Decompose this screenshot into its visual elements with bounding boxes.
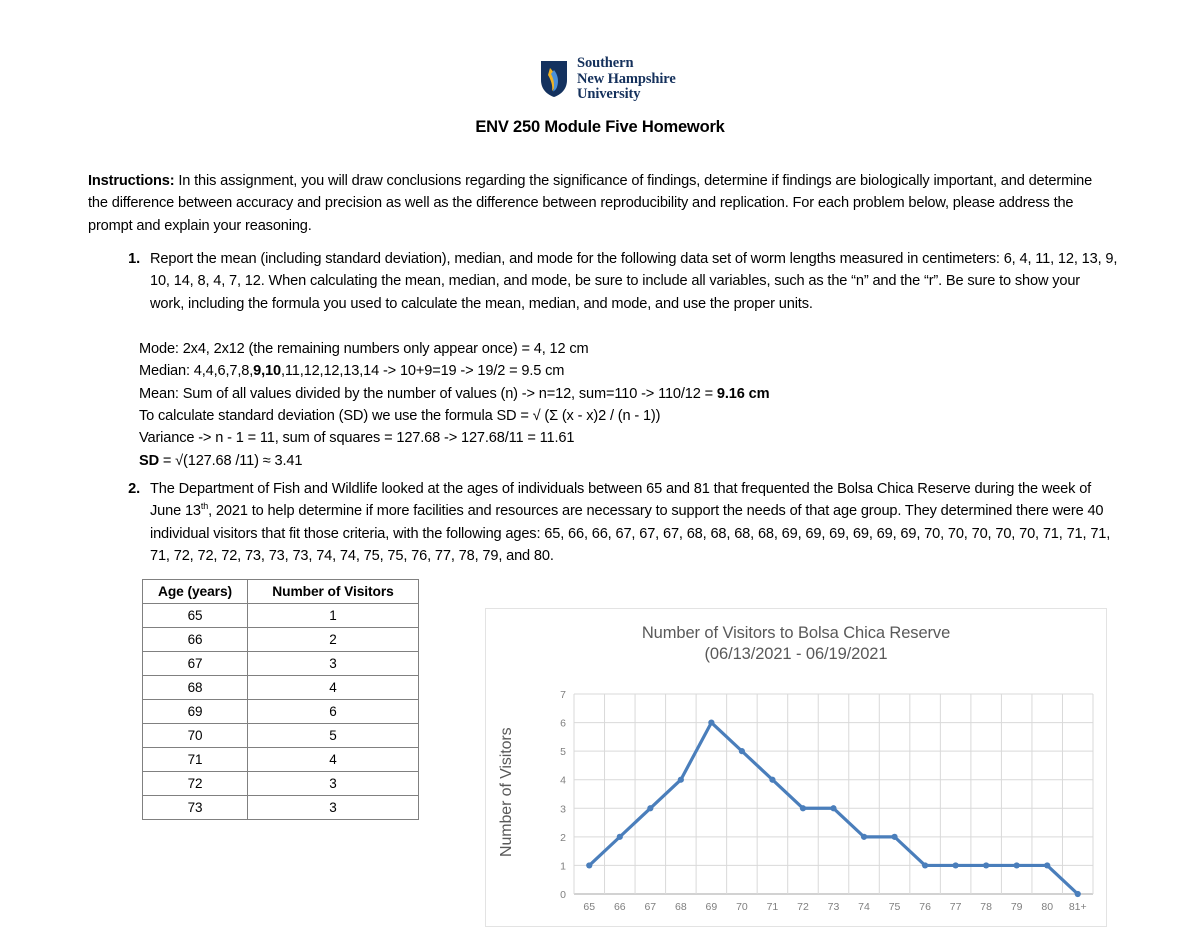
chart-x-tick: 68 [675,901,687,913]
chart-y-tick: 6 [560,717,566,730]
cell-age: 71 [143,748,248,772]
answer-sd-formula: To calculate standard deviation (SD) we use the formula SD = √ (Σ (x - x)2 / (n - 1)) [139,407,661,424]
chart-x-tick: 66 [613,901,626,913]
instructions-label: Instructions: [88,173,175,189]
cell-age: 70 [143,724,248,748]
question-1-number: 1. [128,251,140,267]
page-title: ENV 250 Module Five Homework [475,118,725,136]
chart-x-tick: 67 [644,901,657,913]
chart-y-axis-title: Number of Visitors [498,727,515,857]
cell-age: 67 [143,652,248,676]
cell-age: 65 [143,604,248,628]
cell-visitors: 4 [248,676,419,700]
chart-data-point [983,862,989,868]
chart-y-tick: 5 [560,746,566,759]
answer-mean [139,383,959,405]
chart-x-tick: 65 [583,901,596,913]
table-body [143,604,419,820]
question-1-text: Report the mean (including standard deviation), median, and mode for the following data set of worm lengths measured in centimeters: 6, 4, 11, 12, 13, 9, 10, 14, 8, 4, 7, 12. When calculating the mean, median, and mode, be sure to include all variables, such as the “n” and the “r”. Be sure to show your work, including the formula you used to calculate the mean, median, and mode, and use the proper units. [150,251,1118,312]
answer-sd-number: = √(127.68 /11) ≈ 3.41 [158,452,303,469]
logo-wordmark [577,56,676,103]
instructions-paragraph [88,170,1113,237]
chart-x-tick: 73 [827,901,840,913]
cell-visitors: 1 [248,604,419,628]
chart-data-point [708,719,714,725]
shield-icon [540,60,568,98]
chart-y-tick: 0 [560,889,566,901]
chart-data-point [800,805,806,811]
question-2-number: 2. [128,481,140,497]
table-row [143,724,419,748]
chart-plot-area [486,609,1108,928]
chart-x-tick: 78 [980,901,992,913]
chart-data-point [1075,891,1081,897]
instructions-body: In this assignment, you will draw conclusions regarding the significance of findings, determine if findings are biologically important, and determine the difference between accuracy and precision as well as the difference between reproducibility and replication. For each problem below, please address the prompt and explain your reasoning. [88,173,1093,234]
chart-x-tick: 71 [766,901,779,913]
cell-age: 72 [143,772,248,796]
chart-x-tick: 74 [858,901,870,913]
answer-median-bold: 9,10 [253,363,281,380]
cell-visitors: 3 [248,652,419,676]
chart-data-point [953,862,959,868]
chart-y-tick: 2 [560,831,566,844]
question-1 [88,248,1118,315]
cell-visitors: 6 [248,700,419,724]
cell-age: 66 [143,628,248,652]
table-header-age: Age (years) [143,580,248,604]
table-row [143,652,419,676]
chart-data-point [891,834,897,840]
chart-x-tick: 77 [949,901,962,913]
chart-y-tick: 7 [560,689,566,701]
chart-x-tick: 72 [797,901,809,913]
cell-visitors: 3 [248,772,419,796]
answer-sd-label: SD [139,452,159,469]
logo-line-2: New Hampshire [577,70,676,87]
cell-visitors: 2 [248,628,419,652]
answer-mean-bold: 9.16 cm [716,385,770,402]
chart-data-point [617,834,623,840]
cell-age: 69 [143,700,248,724]
table-row [143,628,419,652]
chart-data-point [647,805,653,811]
table-row [143,748,419,772]
answer-median-suffix: ,11,12,12,13,14 -> 10+9=19 -> 19/2 = 9.5 cm [280,363,565,380]
chart-data-point [769,777,775,783]
chart-x-tick: 69 [705,901,718,913]
chart-x-tick: 80 [1041,901,1054,913]
answer-variance: Variance -> n - 1 = 11, sum of squares = 127.68 -> 127.68/11 = 11.61 [139,430,575,447]
chart-y-tick: 1 [560,860,566,873]
chart-data-point [922,862,928,868]
table-header-visitors: Number of Visitors [248,580,419,604]
chart-x-tick: 81+ [1068,901,1087,913]
cell-visitors: 3 [248,796,419,820]
chart-title-line-2: (06/13/2021 - 06/19/2021 [704,645,888,664]
question-1-answers [139,338,959,472]
answer-sd-value [139,450,959,472]
chart-x-tick: 76 [919,901,931,913]
cell-age: 68 [143,676,248,700]
visitors-line-chart [485,608,1107,927]
table-row [143,676,419,700]
chart-data-point [830,805,836,811]
chart-x-tick: 70 [736,901,748,913]
table-row [143,700,419,724]
snhu-logo [540,56,676,103]
table-row [143,796,419,820]
table-header-row [143,580,419,604]
logo-line-1: Southern [577,55,634,71]
answer-mode: Mode: 2x4, 2x12 (the remaining numbers only appear once) = 4, 12 cm [139,341,589,357]
cell-age: 73 [143,796,248,820]
question-2-superscript: th [200,501,209,512]
chart-y-tick: 3 [560,803,566,816]
chart-data-point [678,777,684,783]
chart-x-tick: 75 [888,901,901,913]
logo-line-3: University [577,86,641,103]
cell-visitors: 4 [248,748,419,772]
chart-y-tick: 4 [560,774,566,787]
chart-data-point [861,834,867,840]
answer-median-prefix: Median: 4,4,6,7,8, [139,363,254,380]
chart-data-point [586,862,592,868]
question-2-text [150,478,1118,567]
cell-visitors: 5 [248,724,419,748]
chart-x-tick: 79 [1010,901,1023,913]
answer-mean-prefix: Mean: Sum of all values divided by the number of values (n) -> n=12, sum=110 -> 110/12 = [139,385,717,402]
table-row [143,772,419,796]
chart-title-line-1: Number of Visitors to Bolsa Chica Reserve [641,624,951,642]
chart-data-point [1044,862,1050,868]
chart-data-point [739,748,745,754]
question-2 [88,478,1118,567]
answer-median [139,360,959,382]
visitor-age-table [142,579,419,820]
question-2-text-part2: , 2021 to help determine if more facilities and resources are necessary to support the needs of that age group. They determined there were 40 individual visitors that fit those criteria, with the following ages: 65, 66, 66, 67, 67, 67, 68, 68, 68, 68, 69, 69, 69, 69, 69, 69, 70, 70, 70, 70, 70, 71, 71, 71, 71, 72, 72, 72, 73, 73, 73, 74, 74, 75, 75, 76, 77, 78, 79, and 80. [150,503,1111,564]
chart-data-point [1014,862,1020,868]
question-2-text-part1: The Department of Fish and Wildlife looked at the ages of individuals between 65 and 81 that frequented the Bolsa Chica Reserve during the week of June 13 [150,481,1092,520]
table-row [143,604,419,628]
